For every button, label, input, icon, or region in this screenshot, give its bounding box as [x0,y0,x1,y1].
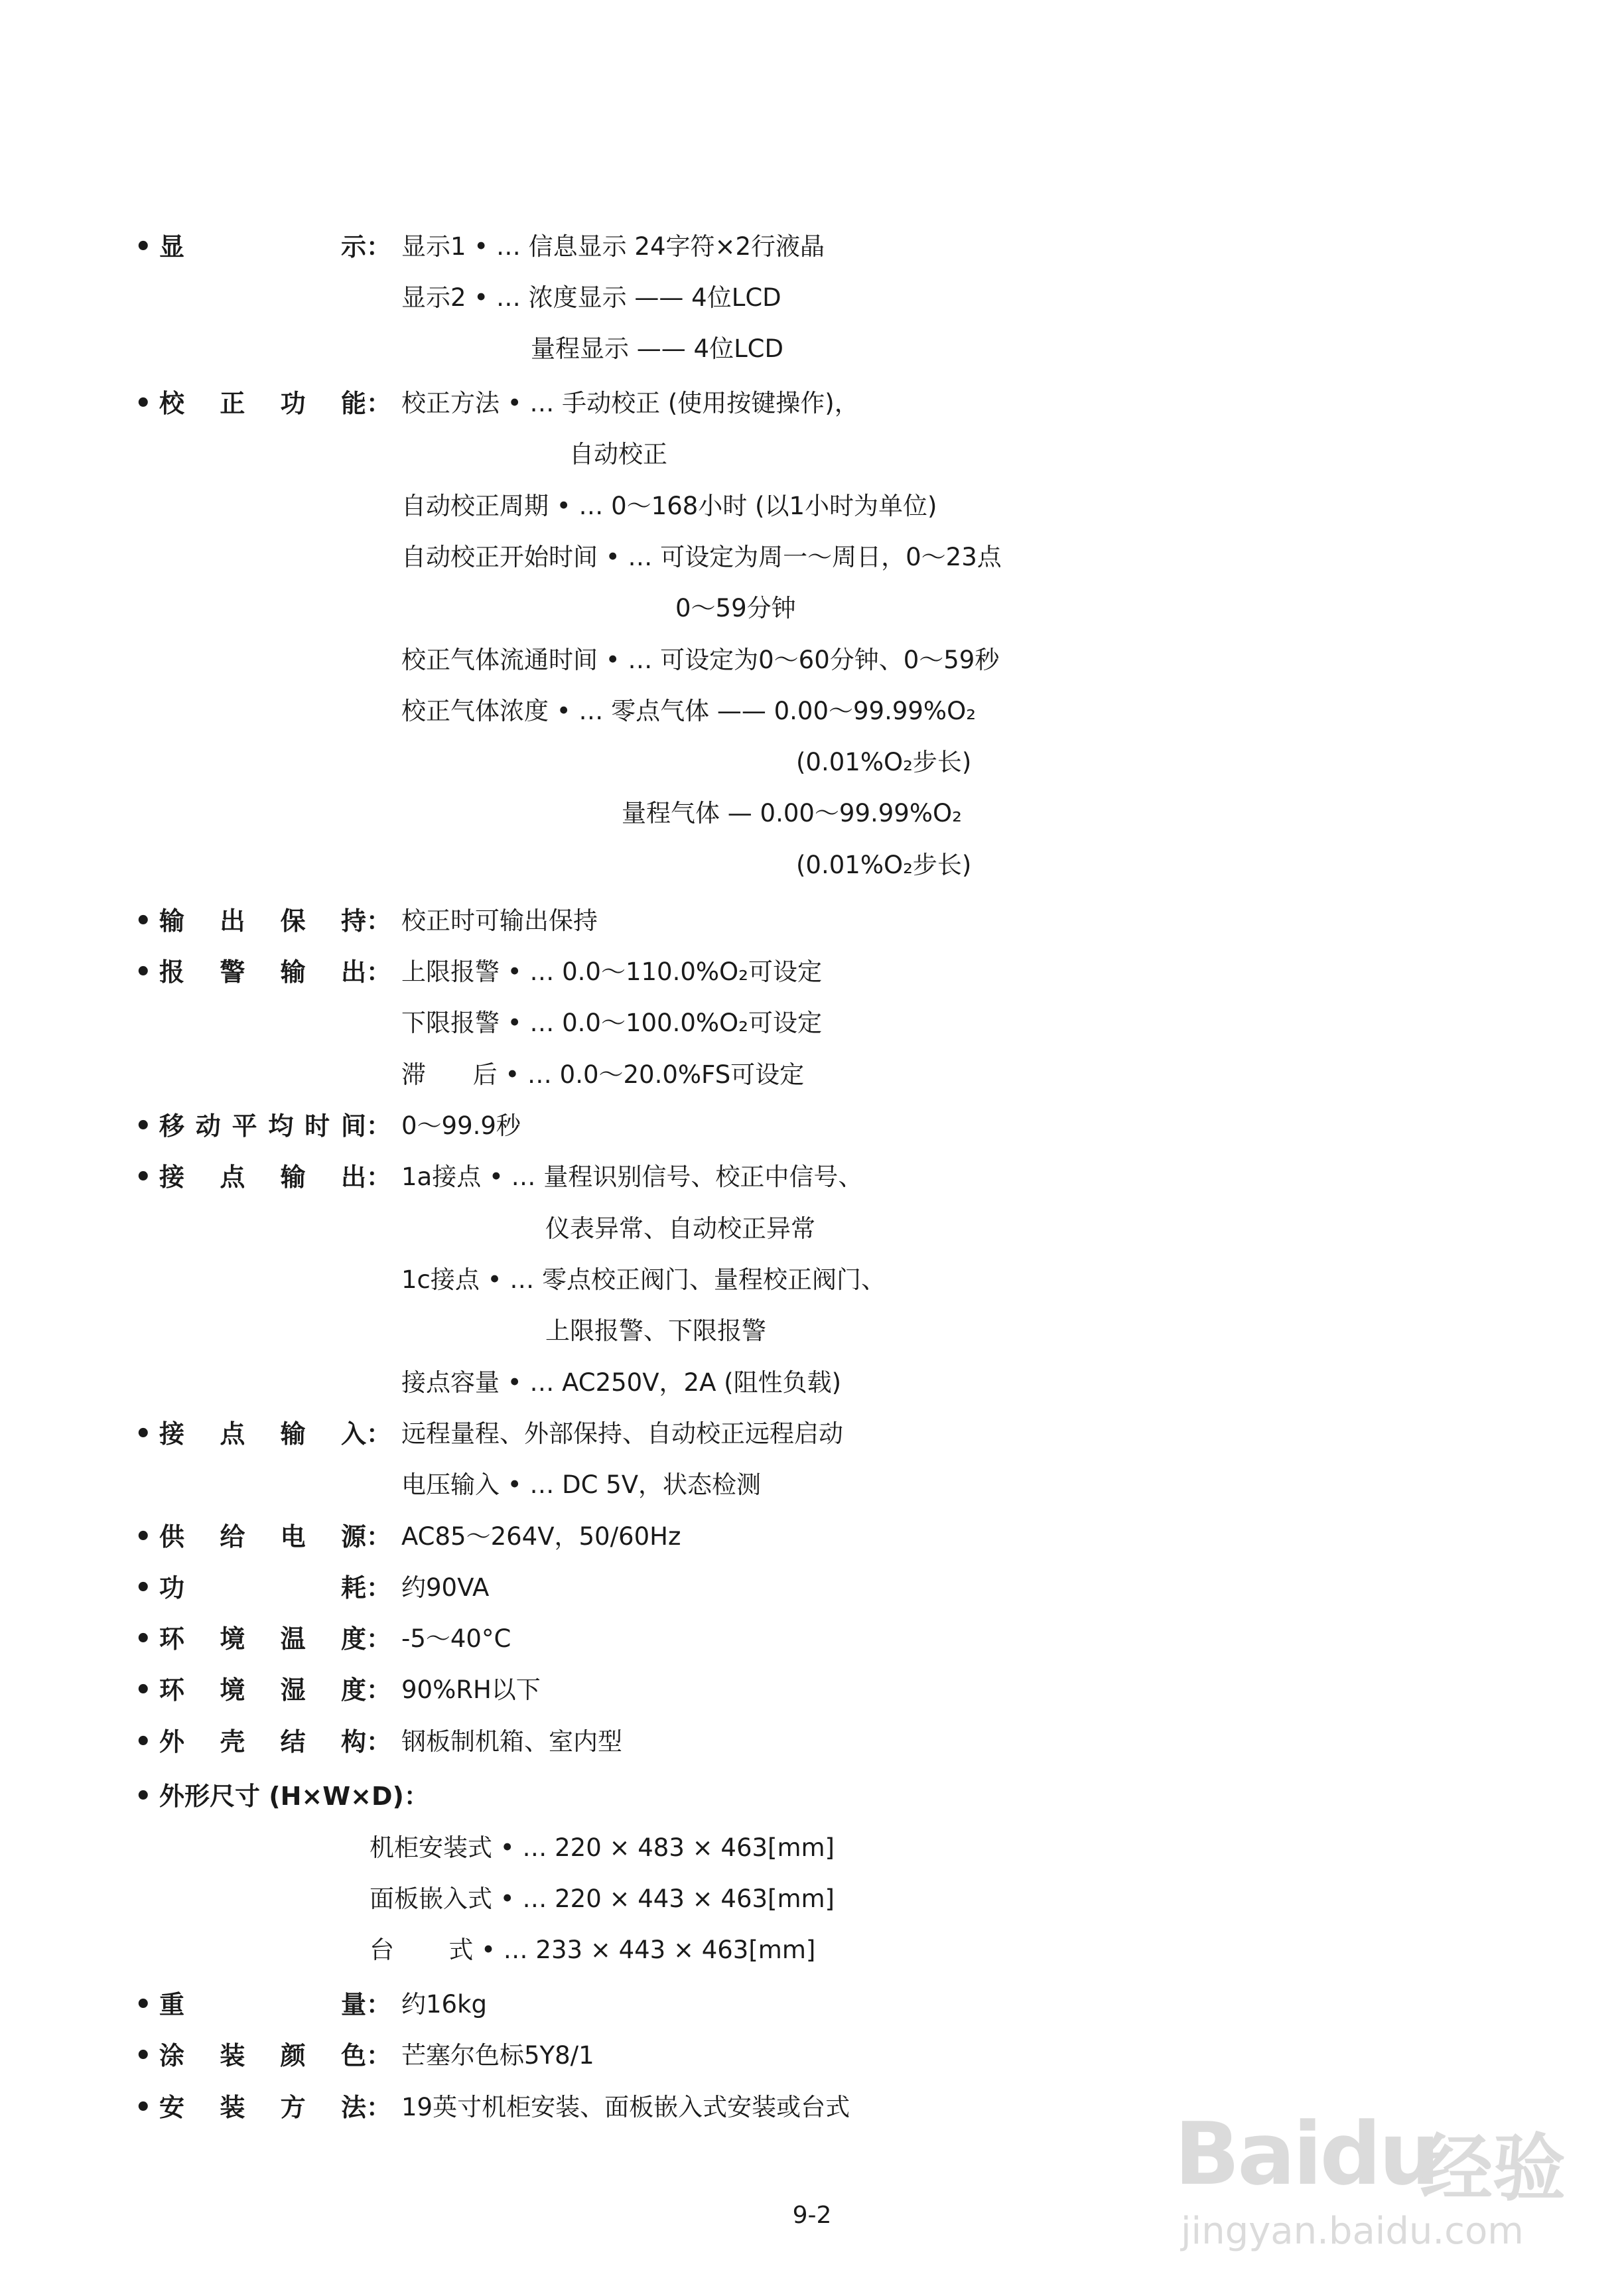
spec-value: 校正方法 • … 手动校正 (使用按键操作)， [401,389,859,417]
spec-value: 接点容量 • … AC250V，2A (阻性负载) [401,1368,842,1397]
page-number: 9-2 [792,2202,832,2229]
spec-value: 自动校正 [569,440,667,468]
spec-value: 1a接点 • … 量程识别信号、校正中信号、 [401,1163,863,1191]
spec-value: 显示2 • … 浓度显示 —— 4位LCD [401,283,781,312]
spec-label: 功 耗： [159,1573,391,1603]
spec-label: 接 点 输 出： [159,1163,391,1192]
spec-label: 输 出 保 持： [159,906,391,936]
spec-label: 接 点 输 入： [159,1419,391,1449]
spec-value: 显示1 • … 信息显示 24字符×2行液晶 [401,232,825,261]
spec-label: 移 动 平 均 时 间： [159,1111,391,1141]
spec-label: 供 给 电 源： [159,1522,391,1551]
watermark-cn: 经验 [1420,2126,1566,2211]
spec-value: 台 式 • … 233 × 443 × 463[mm] [370,1936,816,1964]
bullet: • [135,1727,152,1757]
spec-value: AC85～264V，50/60Hz [401,1522,681,1551]
spec-label: 环 境 湿 度： [159,1675,391,1705]
spec-value: 校正气体浓度 • … 零点气体 —— 0.00～99.99%O₂ [401,697,977,725]
spec-value: 上限报警、下限报警 [545,1317,766,1345]
bullet: • [135,1162,152,1192]
spec-label: 环 境 温 度： [159,1624,391,1654]
watermark-url: jingyan.baidu.com [1181,2210,1524,2253]
bullet: • [135,1573,152,1603]
spec-value: 电压输入 • … DC 5V，状态检测 [401,1470,762,1499]
spec-label: 安 装 方 法： [159,2093,391,2122]
spec-value: -5～40°C [401,1624,511,1653]
bullet: • [135,1624,152,1654]
spec-value: 钢板制机箱、室内型 [401,1727,622,1756]
bullet: • [135,388,152,419]
bullet: • [135,957,152,987]
spec-value: 约90VA [401,1573,490,1602]
spec-value: 机柜安装式 • … 220 × 483 × 463[mm] [370,1833,835,1862]
spec-value: 自动校正周期 • … 0～168小时 (以1小时为单位) [401,492,937,520]
spec-label: 校 正 功 能： [159,389,391,418]
bullet: • [135,1111,152,1141]
spec-value: 自动校正开始时间 • … 可设定为周一～周日，0～23点 [401,543,1002,571]
spec-value: (0.01%O₂步长) [796,851,972,879]
spec-value: 仪表异常、自动校正异常 [545,1214,815,1243]
bullet: • [135,1781,152,1812]
spec-value: 远程量程、外部保持、自动校正远程启动 [401,1419,843,1448]
spec-value: 约16kg [401,1990,487,2019]
spec-value: 滞 后 • … 0.0～20.0%FS可设定 [401,1060,805,1089]
spec-value: 芒塞尔色标5Y8/1 [401,2041,594,2070]
spec-value: 90%RH以下 [401,1675,541,1704]
bullet: • [135,232,152,262]
spec-label: 报 警 输 出： [159,958,391,987]
spec-value: 量程气体 — 0.00～99.99%O₂ [622,799,962,827]
spec-value: 0～99.9秒 [401,1111,521,1140]
spec-value: (0.01%O₂步长) [796,748,972,776]
bullet: • [135,2040,152,2071]
spec-value: 校正时可输出保持 [401,906,598,935]
spec-value: 0～59分钟 [675,594,796,622]
spec-value: 上限报警 • … 0.0～110.0%O₂可设定 [401,958,822,986]
baidu-watermark [1168,2064,1566,2263]
watermark-brand: Baidu [1174,2103,1438,2204]
spec-value: 19英寸机柜安装、面板嵌入式安装或台式 [401,2093,850,2121]
spec-label: 重 量： [159,1990,391,2019]
spec-value: 1c接点 • … 零点校正阀门、量程校正阀门、 [401,1265,886,1294]
bullet: • [135,2092,152,2123]
spec-value: 下限报警 • … 0.0～100.0%O₂可设定 [401,1009,822,1037]
spec-value: 校正气体流通时间 • … 可设定为0～60分钟、0～59秒 [401,646,1000,674]
bullet: • [135,1522,152,1552]
bullet: • [135,1419,152,1449]
spec-label: 外 壳 结 构： [159,1727,391,1756]
spec-label: 涂 装 颜 色： [159,2041,391,2070]
spec-label: 显 示： [159,232,391,261]
bullet: • [135,1675,152,1705]
spec-value: 面板嵌入式 • … 220 × 443 × 463[mm] [370,1885,835,1913]
bullet: • [135,906,152,936]
bullet: • [135,1989,152,2020]
spec-value: 量程显示 —— 4位LCD [531,334,784,363]
spec-label: 外形尺寸 (H×W×D)： [159,1782,429,1811]
